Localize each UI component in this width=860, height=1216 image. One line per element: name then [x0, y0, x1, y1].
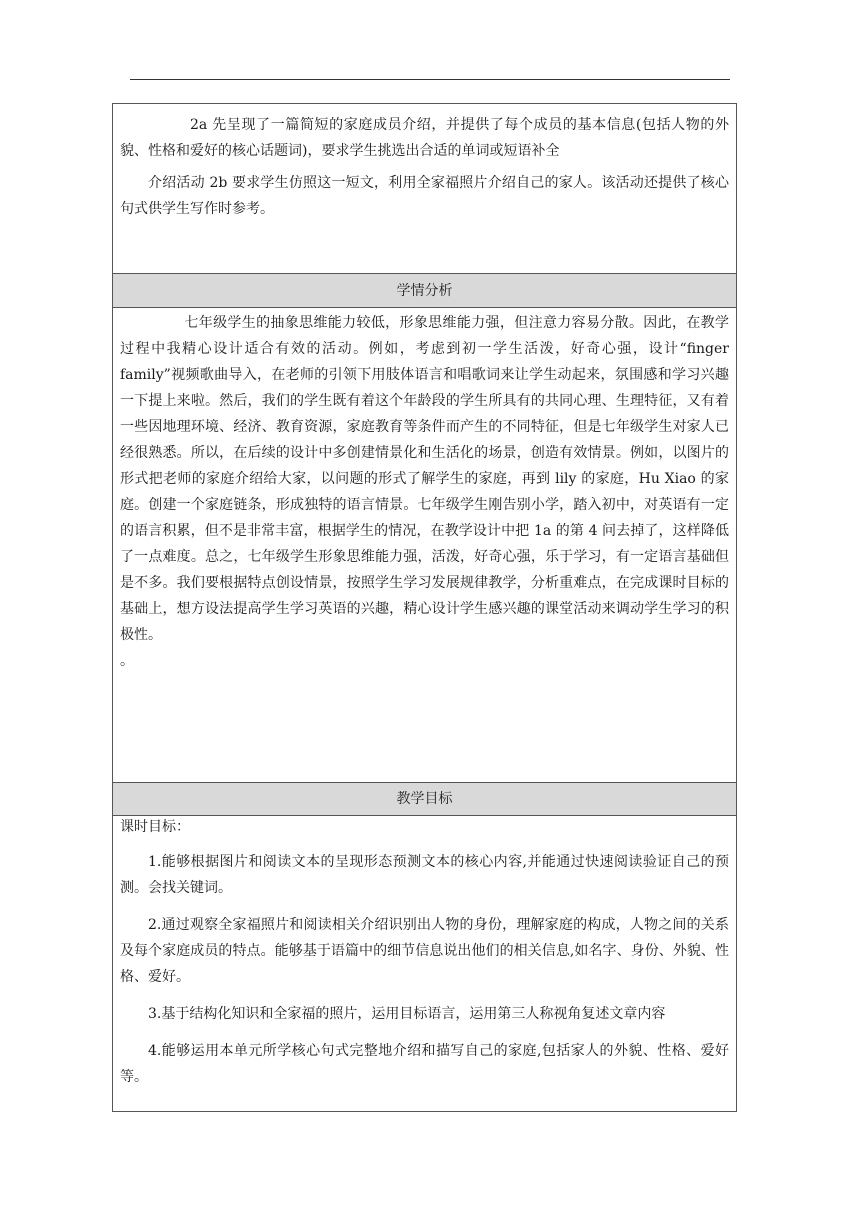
analysis-cell — [113, 308, 736, 783]
objective-item-2: 2.通过观察全家福照片和阅读相关介绍识别出人物的身份，理解家庭的构成，人物之间的关系及每个家庭成员的特点。能够基于语篇中的细节信息说出他们的相关信息,如名字、身份、外貌、性格、爱好。 — [120, 917, 729, 985]
analysis-trailing-mark: 。 — [120, 653, 134, 669]
lesson-plan-table — [112, 103, 737, 1112]
objectives-cell — [113, 816, 736, 1111]
analysis-heading: 学情分析 — [113, 274, 736, 308]
activity-2b-paragraph: 介绍活动 2b 要求学生仿照这一短文，利用全家福照片介绍自己的家人。该活动还提供了核心句式供学生写作时参考。 — [120, 175, 729, 217]
objective-item-1: 1.能够根据图片和阅读文本的呈现形态预测文本的核心内容,并能通过快速阅读验证自己的预测。会找关键词。 — [120, 854, 729, 896]
analysis-paragraph: 七年级学生的抽象思维能力较低，形象思维能力强，但注意力容易分散。因此，在教学过程中我精心设计适合有效的活动。例如，考虑到初一学生活泼，好奇心强，设计“finger family”视频歌曲导入，在老师的引领下用肢体语言和唱歌词来让学生动起来，氛围感和学习兴趣一下提上来啦。然后，我们的学生既有着这个年龄段的学生所具有的共同心理、生理特征，又有着一些因地理环境、经济、教育资源，家庭教育等条件而产生的不同特征，但是七年级学生对家人已经很熟悉。所以，在后续的设计中多创建情景化和生活化的场景，创造有效情景。例如，以图片的形式把老师的家庭介绍给大家，以问题的形式了解学生的家庭，再到 lily 的家庭，Hu Xiao 的家庭。创建一个家庭链条，形成独特的语言情景。七年级学生刚告别小学，踏入初中，对英语有一定的语言积累，但不是非常丰富，根据学生的情况，在教学设计中把 1a 的第 4 问去掉了，这样降低了一点难度。总之，七年级学生形象思维能力强，活泼，好奇心强，乐于学习，有一定语言基础但是不多。我们要根据特点创设情景，按照学生学习发展规律教学，分析重难点，在完成课时目标的基础上，想方设法提高学生学习英语的兴趣，精心设计学生感兴趣的课堂活动来调动学生学习的积极性。 — [120, 315, 729, 643]
objective-item-3: 3.基于结构化知识和全家福的照片，运用目标语言，运用第三人称视角复述文章内容 — [148, 1006, 666, 1022]
objectives-heading: 教学目标 — [113, 783, 736, 816]
header-rule — [130, 79, 730, 80]
activity-2a-paragraph: 2a 先呈现了一篇简短的家庭成员介绍，并提供了每个成员的基本信息(包括人物的外貌、性格和爱好的核心话题词)，要求学生挑选出合适的单词或短语补全 — [120, 117, 729, 159]
activity-description-cell — [113, 104, 736, 274]
objective-item-4: 4.能够运用本单元所学核心句式完整地介绍和描写自己的家庭,包括家人的外貌、性格、爱好等。 — [120, 1043, 729, 1085]
lesson-goals-label: 课时目标： — [120, 819, 190, 835]
